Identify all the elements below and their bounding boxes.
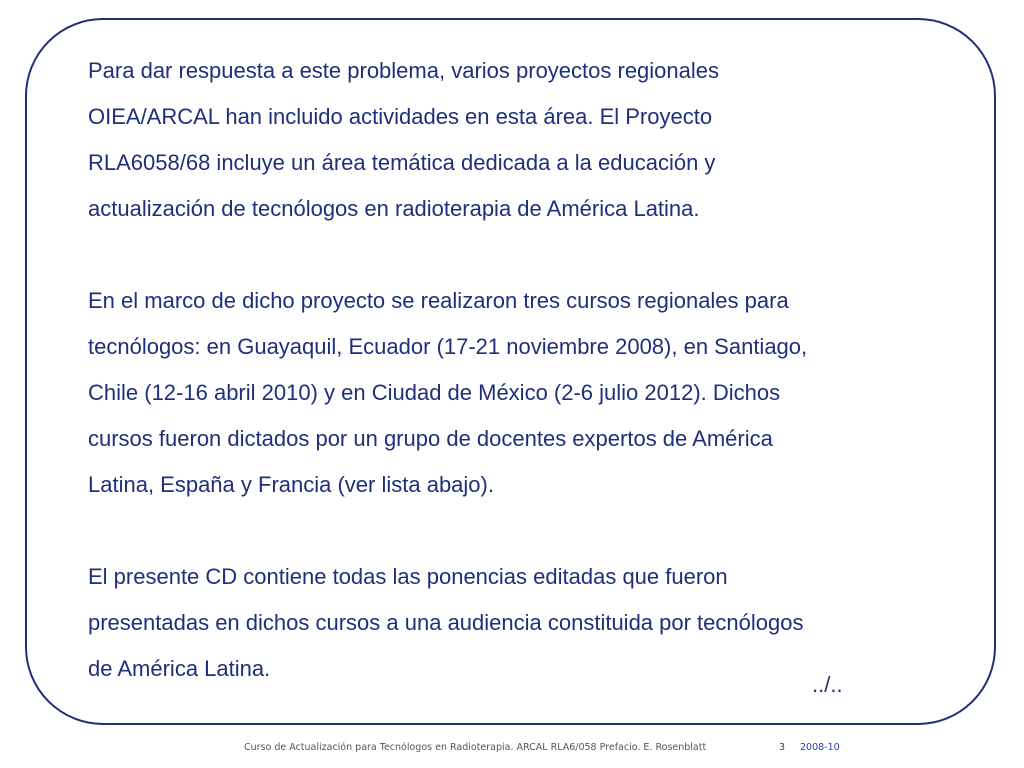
paragraph-line: OIEA/ARCAL han incluido actividades en esta área. El Proyecto (88, 104, 713, 129)
paragraph-line: Chile (12-16 abril 2010) y en Ciudad de México (2-6 julio 2012). Dichos (88, 380, 781, 405)
paragraph-line: Latina, España y Francia (ver lista abajo). (88, 472, 494, 497)
paragraph-line: RLA6058/68 incluye un área temática dedicada a la educación y (88, 150, 716, 175)
paragraph-intro (88, 48, 948, 232)
slide-body (88, 48, 948, 692)
paragraph-line: tecnólogos: en Guayaquil, Ecuador (17-21 noviembre 2008), en Santiago, (88, 334, 808, 359)
page-number: 3 (779, 742, 786, 753)
paragraph-line: de América Latina. (88, 656, 271, 681)
paragraph-line: actualización de tecnólogos en radioterapia de América Latina. (88, 196, 700, 221)
paragraph-line: cursos fueron dictados por un grupo de docentes expertos de América (88, 426, 773, 451)
paragraph-courses (88, 278, 948, 508)
footer-date: 2008-10 (800, 742, 840, 753)
paragraph-spacer (88, 508, 948, 554)
paragraph-line: Para dar respuesta a este problema, varios proyectos regionales (88, 58, 720, 83)
paragraph-line: presentadas en dichos cursos a una audiencia constituida por tecnólogos (88, 610, 804, 635)
continuation-mark: ../.. (812, 672, 843, 697)
paragraph-spacer (88, 232, 948, 278)
footer-caption: Curso de Actualización para Tecnólogos en Radioterapia. ARCAL RLA6/058 Prefacio. E. Rosenblatt (244, 742, 707, 753)
paragraph-line: En el marco de dicho proyecto se realizaron tres cursos regionales para (88, 288, 789, 313)
paragraph-line: El presente CD contiene todas las ponencias editadas que fueron (88, 564, 728, 589)
